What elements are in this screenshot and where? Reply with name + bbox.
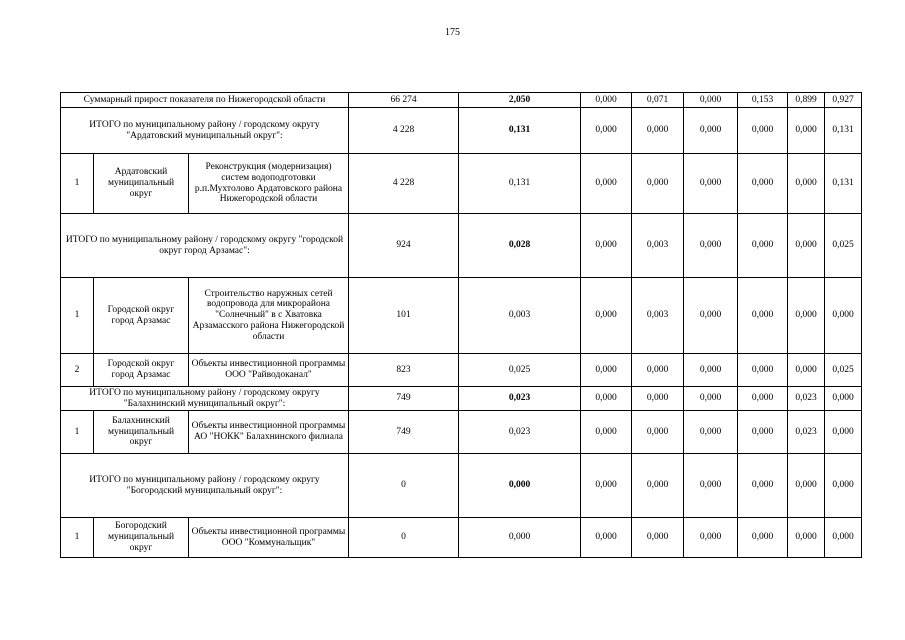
table-row [61, 354, 862, 387]
year-value: 0,000 [788, 154, 825, 214]
year-value: 0,131 [825, 108, 862, 154]
main-value: 0,131 [459, 108, 581, 154]
municipality-name: Балахнинский муниципальный округ [94, 411, 189, 454]
object-name: Объекты инвестиционной программы ООО "Коммунальщик" [189, 518, 349, 558]
year-value: 0,000 [632, 354, 684, 387]
year-value: 0,000 [684, 454, 738, 518]
itogo-row [61, 454, 862, 518]
year-value: 0,000 [825, 518, 862, 558]
table-row [61, 154, 862, 214]
total-value: 4 228 [349, 154, 459, 214]
itogo-label: ИТОГО по муниципальному району / городскому округу "Балахнинский муниципальный округ": [61, 387, 349, 411]
year-value: 0,000 [632, 454, 684, 518]
year-value: 0,000 [738, 108, 788, 154]
year-value: 0,000 [581, 518, 632, 558]
year-value: 0,000 [684, 411, 738, 454]
year-value: 0,000 [581, 154, 632, 214]
year-value: 0,000 [825, 454, 862, 518]
year-value: 0,000 [632, 518, 684, 558]
itogo-label: ИТОГО по муниципальному району / городскому округу "Ардатовский муниципальный округ": [61, 108, 349, 154]
page-number: 175 [445, 27, 460, 38]
total-value: 0 [349, 518, 459, 558]
year-value: 0,000 [684, 108, 738, 154]
year-value: 0,000 [684, 278, 738, 354]
year-value: 0,000 [738, 387, 788, 411]
year-value: 0,000 [632, 387, 684, 411]
year-value: 0,000 [788, 518, 825, 558]
year-value: 0,000 [825, 387, 862, 411]
year-value: 0,000 [632, 154, 684, 214]
total-value: 101 [349, 278, 459, 354]
year-value: 0,000 [684, 387, 738, 411]
year-value: 0,000 [684, 518, 738, 558]
year-value: 0,000 [684, 354, 738, 387]
total-value: 749 [349, 411, 459, 454]
year-value: 0,000 [581, 454, 632, 518]
year-value: 0,000 [632, 411, 684, 454]
year-value: 0,025 [825, 214, 862, 278]
main-value: 0,000 [459, 518, 581, 558]
year-value: 0,000 [788, 278, 825, 354]
itogo-row [61, 214, 862, 278]
year-value: 0,153 [738, 93, 788, 108]
year-value: 0,000 [788, 214, 825, 278]
year-value: 0,000 [825, 411, 862, 454]
municipality-name: Городской округ город Арзамас [94, 278, 189, 354]
table-row [61, 278, 862, 354]
municipality-name: Богородский муниципальный округ [94, 518, 189, 558]
year-value: 0,000 [738, 411, 788, 454]
row-number: 2 [61, 354, 94, 387]
year-value: 0,000 [581, 108, 632, 154]
municipality-name: Городской округ город Арзамас [94, 354, 189, 387]
year-value: 0,000 [581, 411, 632, 454]
object-name: Строительство наружных сетей водопровода для микрорайона "Солнечный" в с Хватовка Арзамасского района Нижегородской области [189, 278, 349, 354]
indicator-table [60, 92, 862, 558]
table-row [61, 411, 862, 454]
itogo-label: ИТОГО по муниципальному району / городскому округу "Богородский муниципальный округ": [61, 454, 349, 518]
main-value: 0,028 [459, 214, 581, 278]
total-value: 749 [349, 387, 459, 411]
main-value: 0,025 [459, 354, 581, 387]
main-value: 0,131 [459, 154, 581, 214]
object-name: Реконструкция (модернизация) систем водоподготовки р.п.Мухтолово Ардатовского района Нижегородской области [189, 154, 349, 214]
year-value: 0,000 [581, 93, 632, 108]
total-value: 66 274 [349, 93, 459, 108]
year-value: 0,131 [825, 154, 862, 214]
year-value: 0,927 [825, 93, 862, 108]
main-value: 2,050 [459, 93, 581, 108]
year-value: 0,000 [684, 154, 738, 214]
main-value: 0,003 [459, 278, 581, 354]
year-value: 0,000 [738, 278, 788, 354]
summary-label: Суммарный прирост показателя по Нижегородской области [61, 93, 349, 108]
table-row [61, 518, 862, 558]
year-value: 0,023 [788, 411, 825, 454]
summary-row [61, 93, 862, 108]
year-value: 0,000 [788, 454, 825, 518]
year-value: 0,000 [788, 354, 825, 387]
main-value: 0,023 [459, 411, 581, 454]
year-value: 0,000 [684, 93, 738, 108]
total-value: 4 228 [349, 108, 459, 154]
municipality-name: Ардатовский муниципальный округ [94, 154, 189, 214]
total-value: 0 [349, 454, 459, 518]
year-value: 0,000 [738, 518, 788, 558]
year-value: 0,000 [738, 154, 788, 214]
row-number: 1 [61, 278, 94, 354]
year-value: 0,000 [788, 108, 825, 154]
object-name: Объекты инвестиционной программы АО "НОКК" Балахнинского филиала [189, 411, 349, 454]
total-value: 924 [349, 214, 459, 278]
year-value: 0,025 [825, 354, 862, 387]
row-number: 1 [61, 154, 94, 214]
year-value: 0,000 [581, 278, 632, 354]
year-value: 0,000 [684, 214, 738, 278]
year-value: 0,000 [581, 214, 632, 278]
itogo-label: ИТОГО по муниципальному району / городскому округу "городской округ город Арзамас": [61, 214, 349, 278]
itogo-row [61, 387, 862, 411]
row-number: 1 [61, 518, 94, 558]
table-body [61, 93, 862, 558]
year-value: 0,000 [581, 387, 632, 411]
year-value: 0,000 [738, 214, 788, 278]
main-value: 0,023 [459, 387, 581, 411]
year-value: 0,003 [632, 214, 684, 278]
main-value: 0,000 [459, 454, 581, 518]
year-value: 0,000 [738, 354, 788, 387]
object-name: Объекты инвестиционной программы ООО "Райводоканал" [189, 354, 349, 387]
year-value: 0,899 [788, 93, 825, 108]
year-value: 0,023 [788, 387, 825, 411]
year-value: 0,071 [632, 93, 684, 108]
row-number: 1 [61, 411, 94, 454]
total-value: 823 [349, 354, 459, 387]
year-value: 0,000 [632, 108, 684, 154]
year-value: 0,000 [581, 354, 632, 387]
year-value: 0,000 [738, 454, 788, 518]
year-value: 0,000 [825, 278, 862, 354]
year-value: 0,003 [632, 278, 684, 354]
itogo-row [61, 108, 862, 154]
